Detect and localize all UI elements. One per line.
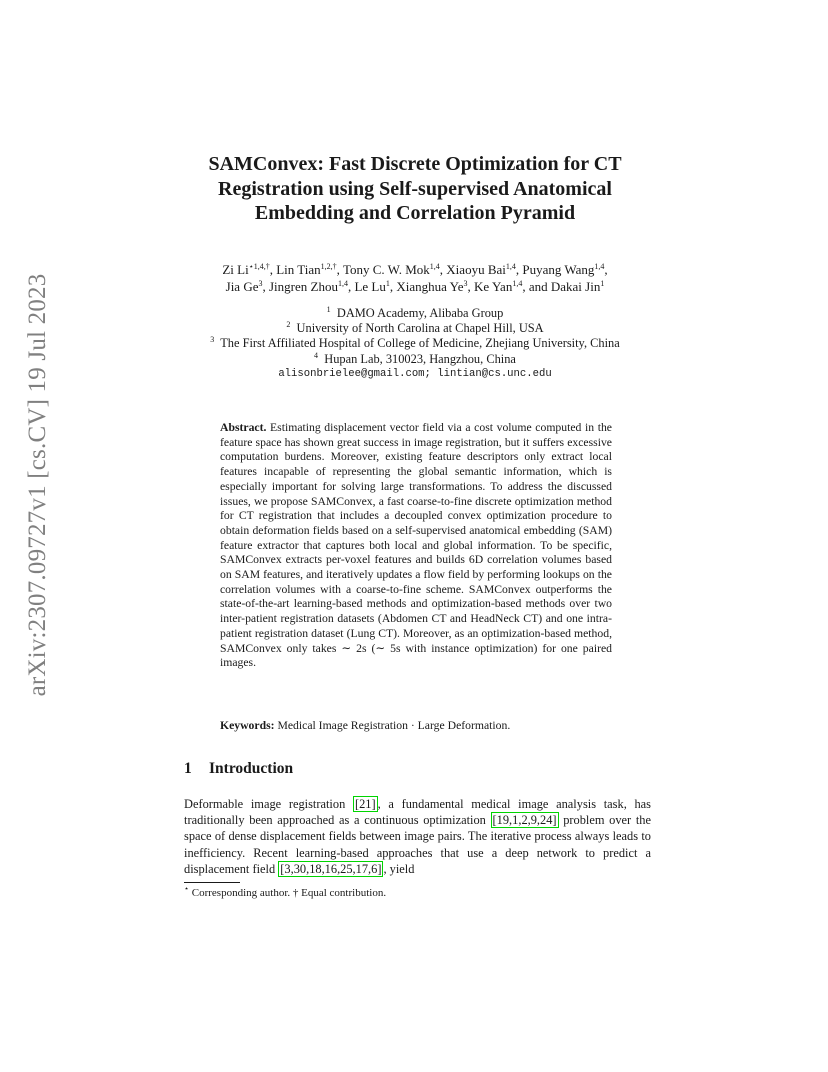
affiliation <box>160 321 670 336</box>
author-affil-mark: 1,4 <box>512 279 523 288</box>
affiliation-list <box>160 306 670 382</box>
author-name: Jia Ge <box>225 279 259 294</box>
abstract-label: Abstract. <box>220 421 267 434</box>
citation-link[interactable]: [19,1,2,9,24] <box>492 813 557 828</box>
intro-text: , a fundamental medical image analysis task, has traditionally been approached as a continuous optimization <box>184 797 651 828</box>
author-name: Ke Yan <box>474 279 513 294</box>
affiliation-number: 3 <box>210 335 215 345</box>
citation-link[interactable]: [21] <box>354 797 376 811</box>
author-name: Xiaoyu Bai <box>446 262 506 277</box>
paper-title <box>160 152 670 226</box>
footnote <box>184 886 386 900</box>
author-affil-mark: 1 <box>385 279 390 288</box>
arxiv-sidebar <box>18 273 58 697</box>
keywords-label: Keywords: <box>220 719 275 732</box>
title-line: Embedding and Correlation Pyramid <box>254 202 576 224</box>
author-name: Zi Li <box>222 262 249 277</box>
intro-text: Deformable image registration <box>184 797 353 811</box>
author-affil-mark: 1,4 <box>594 262 605 271</box>
keywords <box>220 719 612 734</box>
keywords-text: Medical Image Registration · Large Deformation. <box>277 719 511 732</box>
affiliation-text: DAMO Academy, Alibaba Group <box>336 306 504 320</box>
affiliation <box>160 352 670 367</box>
footnote-rule <box>184 882 240 883</box>
affiliation-number: 2 <box>286 320 291 330</box>
section-number: 1 <box>184 760 192 777</box>
author-affil-mark: 1 <box>600 279 605 288</box>
footnote-text: Corresponding author. † Equal contribution. <box>191 887 387 899</box>
author-name: Dakai Jin <box>550 279 601 294</box>
author-list: Zi $Li^{⋆1,4,\dagger}$, Lin Tian$^{1,2,\dagger}$, Tony C. W. Mok$^{1,4}$, Xiaoyu Bai$^{1,4}$, Puyang Wang$^{1,4}$, Jia Ge$^3$, Jingren Zhou$^{1,4}$, Le Lu$^1$, Xianghua Ye$^3$, Ke Yan$^{1,4}$, and Dakai Jin$^1$ <box>222 262 608 294</box>
author-affil-mark: 1,4 <box>429 262 440 271</box>
author-name: Tony C. W. Mok <box>342 262 430 277</box>
affiliation <box>160 306 670 321</box>
affiliation-text: The First Affiliated Hospital of College of Medicine, Zhejiang University, China <box>220 336 620 351</box>
arxiv-identifier: arXiv:2307.09727v1 [cs.CV] 19 Jul 2023 <box>24 273 51 697</box>
author-name: Xianghua Ye <box>396 279 464 294</box>
intro-paragraph <box>184 796 651 877</box>
author-name: Jingren Zhou <box>269 279 338 294</box>
author-name: Le Lu <box>354 279 386 294</box>
affiliation-text: University of North Carolina at Chapel Hill, USA <box>296 321 544 336</box>
affiliation-number: 4 <box>314 350 319 360</box>
author-name: Lin Tian <box>276 262 321 277</box>
abstract <box>220 421 612 671</box>
author-affil-mark: 1,4 <box>505 262 516 271</box>
author-affil-mark: 3 <box>463 279 468 288</box>
author-affil-mark: 1,4 <box>337 279 348 288</box>
affiliation-text: Hupan Lab, 310023, Hangzhou, China <box>324 351 516 366</box>
footnote-mark: ⋆ <box>184 884 190 893</box>
title-line: Registration using Self-supervised Anatomical <box>218 177 612 200</box>
author-affil-mark: 1,2,† <box>320 262 337 271</box>
citation-link[interactable]: [3,30,18,16,25,17,6] <box>280 861 382 876</box>
section-title: Introduction <box>209 760 294 777</box>
intro-text: , yield <box>383 861 415 876</box>
author-name: Puyang Wang <box>522 262 595 277</box>
abstract-text: Estimating displacement vector field via a cost volume computed in the feature space has shown great success in image registration, but it suffers excessive computation burdens. Moreover, existing feature descriptors only extract local features incapable of representing the global semantic information, which is especially important for solving large transformations. To address the discussed issues, we propose SAMConvex, a fast coarse-to-fine discrete optimization method for CT registration that includes a decoupled convex optimization procedure to obtain deformation fields based on a self-supervised anatomical embedding (SAM) feature extractor that captures both local and global information. To be specific, SAMConvex extracts per-voxel features and builds 6D correlation volumes based on SAM features, and iteratively updates a flow field by performing lookups on the correlation volumes with a coarse-to-fine scheme. SAMConvex outperforms the state-of-the-art learning-based methods and optimization-based methods over two inter-patient registration datasets (Abdomen CT and HeadNeck CT) and one intra-patient registration dataset (Lung CT). Moreover, as an optimization-based method, SAMConvex only takes ∼ 2s (∼ 5s with instance optimization) for one paired images. <box>220 421 612 670</box>
affiliation-number: 1 <box>326 305 331 314</box>
section-heading <box>184 760 293 778</box>
title-line: SAMConvex: Fast Discrete Optimization for CT <box>208 153 622 175</box>
affiliation <box>160 336 670 351</box>
author-affil-mark: 3 <box>258 279 263 288</box>
author-emails: alisonbrielee@gmail.com; lintian@cs.unc.edu <box>278 367 552 380</box>
intro-text: problem over the space of dense displacement fields between image pairs. The iterative process always leads to inefficiency. Recent learning-based approaches that use a deep network to predict a displacement field <box>184 813 651 876</box>
author-affil-mark: ⋆1,4,† <box>248 262 270 271</box>
